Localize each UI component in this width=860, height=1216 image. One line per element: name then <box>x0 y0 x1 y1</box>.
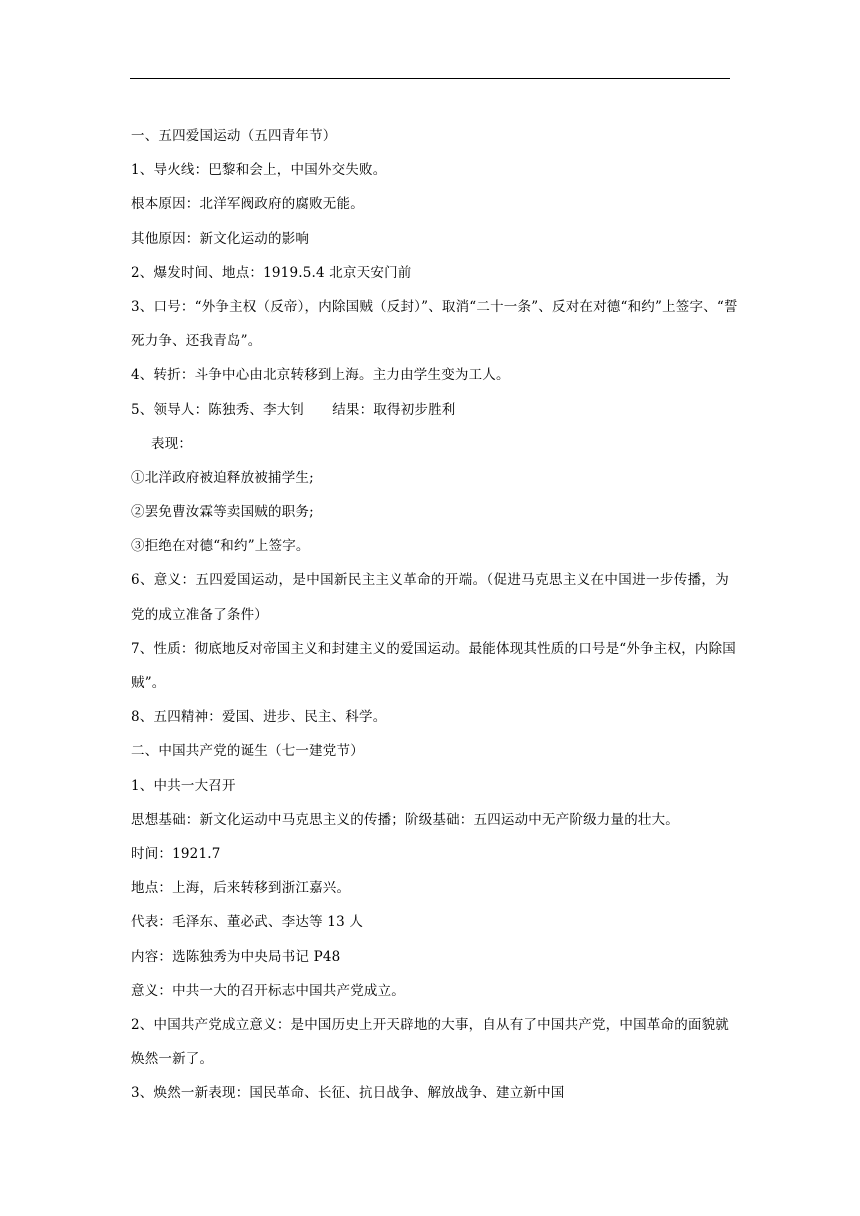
text-line: 1、导火线：巴黎和会上，中国外交失败。 <box>131 162 387 179</box>
text-line: 贼”。 <box>131 675 166 691</box>
text-line: 代表：毛泽东、董必武、李达等 13 人 <box>131 914 364 931</box>
text-line: 7、性质：彻底地反对帝国主义和封建主义的爱国运动。最能体现其性质的口号是“外争主权，内除国 <box>131 640 736 657</box>
text-line: 时间：1921.7 <box>131 845 221 862</box>
header-rule <box>130 78 730 79</box>
text-line: 党的成立准备了条件） <box>131 606 268 623</box>
text-line: 8、五四精神：爱国、进步、民主、科学。 <box>131 709 387 726</box>
text-line: ②罢免曹汝霖等卖国贼的职务; <box>131 504 314 521</box>
text-line: ①北洋政府被迫释放被捕学生; <box>131 469 314 486</box>
text-line: 表现： <box>151 435 193 452</box>
section-heading-cpc-founding: 二、中国共产党的诞生（七一建党节） <box>131 743 364 760</box>
text-line: 3、口号：“外争主权（反帝），内除国贼（反封）”、取消“二十一条”、反对在对德“和约”上签字、“誓 <box>131 298 738 315</box>
text-line: 思想基础：新文化运动中马克思主义的传播；阶级基础：五四运动中无产阶级力量的壮大。 <box>131 811 679 828</box>
section-heading-may-fourth: 一、五四爱国运动（五四青年节） <box>131 128 337 144</box>
text-line: 2、中国共产党成立意义：是中国历史上开天辟地的大事，自从有了中国共产党，中国革命的面貌就 <box>131 1016 729 1033</box>
document-body <box>131 119 738 1110</box>
text-line: 内容：选陈独秀为中央局书记 P48 <box>131 948 341 965</box>
text-line: 意义：中共一大的召开标志中国共产党成立。 <box>131 982 405 999</box>
text-line: 根本原因：北洋军阀政府的腐败无能。 <box>131 196 364 213</box>
text-line <box>131 393 729 427</box>
text-line: 死力争、还我青岛”。 <box>131 333 262 350</box>
text-line: 4、转折：斗争中心由北京转移到上海。主力由学生变为工人。 <box>131 367 510 384</box>
text-line: 其他原因：新文化运动的影响 <box>131 230 310 247</box>
leaders-text: 5、领导人：陈独秀、李大钊 <box>131 401 305 418</box>
text-line: 地点：上海，后来转移到浙江嘉兴。 <box>131 880 351 897</box>
text-line: 3、焕然一新表现：国民革命、长征、抗日战争、解放战争、建立新中国 <box>131 1085 565 1102</box>
text-line: 2、爆发时间、地点：1919.5.4 北京天安门前 <box>131 264 412 281</box>
text-line: 6、意义：五四爱国运动，是中国新民主主义革命的开端。（促进马克思主义在中国进一步传播，为 <box>131 572 729 589</box>
text-line: ③拒绝在对德“和约”上签字。 <box>131 538 310 555</box>
text-line: 焕然一新了。 <box>131 1051 214 1068</box>
text-line: 1、中共一大召开 <box>131 777 236 794</box>
result-text: 结果：取得初步胜利 <box>332 401 456 418</box>
